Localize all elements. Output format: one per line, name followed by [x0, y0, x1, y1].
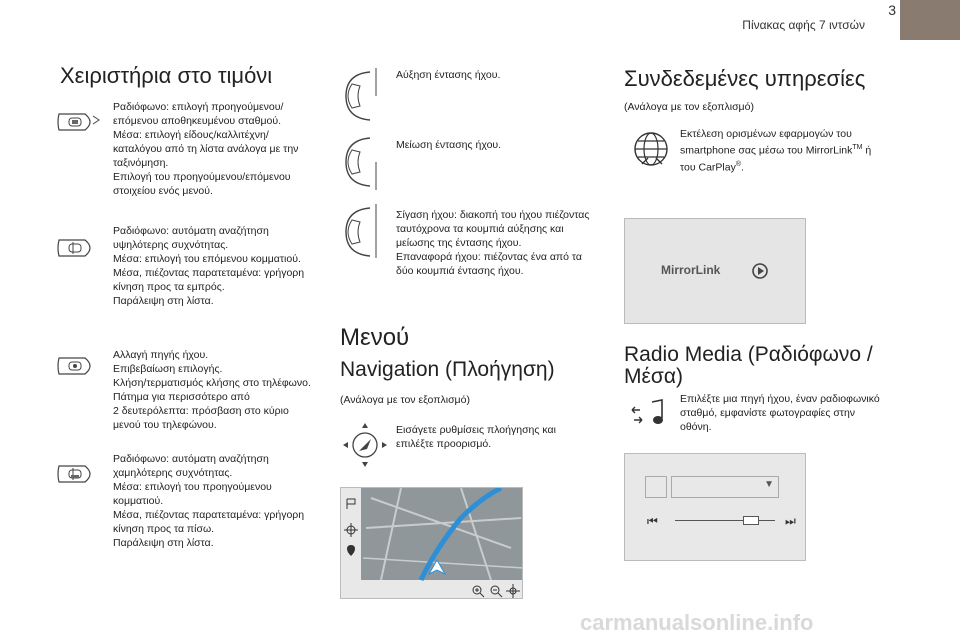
location-pin-icon[interactable]	[344, 543, 358, 557]
steering-wheel-control-icon	[55, 354, 105, 378]
connected-text-part-1: Εκτέλεση ορισμένων εφαρμογών του smartphone σας μέσω του MirrorLink	[680, 128, 853, 157]
connected-text-part-3: .	[741, 161, 744, 173]
registered-mark: ®	[735, 160, 742, 168]
navigation-screen	[340, 487, 523, 599]
watermark: carmanualsonline.info	[580, 610, 814, 635]
menu-title: Μενού	[340, 324, 410, 351]
map-move-icon[interactable]	[506, 584, 520, 598]
volume-entry-text: Σίγαση ήχου: διακοπή του ήχου πιέζοντας ταυτόχρονα τα κουμπιά αύξησης και μείωσης της έντασης ήχου. Επαναφορά ήχου: πιέζοντας ένα από τα δύο κουμπιά έντασης ήχου.	[396, 209, 590, 277]
steering-entry-text: Ραδιόφωνο: επιλογή προηγούμενου/ επόμενου αποθηκευμένου σταθμού. Μέσα: επιλογή είδους/καλλιτέχνη/ καταλόγου από τη λίστα ανάλογα με την ταξινόμηση. Επιλογή του προηγούμενου/επόμενου στοιχείου ενός μενού.	[113, 101, 299, 197]
connected-text-part-2: ή του CarPlay	[680, 144, 872, 173]
radio-source-dropdown[interactable]	[671, 476, 779, 498]
page-number: 3	[888, 2, 896, 18]
steering-wheel-control-icon	[55, 110, 105, 134]
header-title: Πίνακας αφής 7 ιντσών	[742, 18, 865, 32]
page-tab-marker	[900, 0, 960, 40]
connected-services-icon	[630, 128, 672, 170]
volume-control-icon	[340, 132, 384, 190]
radio-media-text: Επιλέξτε μια πηγή ήχου, έναν ραδιοφωνικό σταθμό, εμφανίστε φωτογραφίες στην οθόνη.	[680, 393, 880, 433]
steering-wheel-control-icon	[55, 462, 105, 486]
radio-media-icon	[630, 398, 668, 428]
volume-slider[interactable]	[675, 520, 775, 521]
flag-icon[interactable]	[345, 498, 357, 510]
volume-control-icon	[340, 202, 384, 260]
crosshair-icon[interactable]	[344, 523, 358, 537]
carplay-icon[interactable]	[750, 261, 770, 281]
page-header	[0, 0, 960, 40]
previous-track-icon[interactable]: ⏮	[647, 514, 658, 528]
connected-services-note: (Ανάλογα με τον εξοπλισμό)	[624, 101, 754, 113]
steering-entry-text: Ραδιόφωνο: αυτόματη αναζήτηση υψηλότερης συχνότητας. Μέσα: επιλογή του επόμενου κομματιού. Μέσα, πιέζοντας παρατεταμένα: γρήγορη κίνηση προς τα εμπρός. Παράλειψη στη λίστα.	[113, 225, 305, 307]
volume-entry-text: Μείωση έντασης ήχου.	[396, 139, 502, 151]
radio-media-title: Radio Media (Ραδιόφωνο / Μέσα)	[624, 343, 873, 388]
radio-source-box[interactable]	[645, 476, 667, 498]
mirrorlink-logo[interactable]: MirrorLink	[661, 263, 721, 277]
steering-controls-title: Χειριστήρια στο τιμόνι	[60, 63, 273, 88]
chevron-down-icon: ▼	[764, 479, 774, 490]
connected-services-title: Συνδεδεμένες υπηρεσίες	[624, 66, 866, 91]
next-track-icon[interactable]: ⏭	[785, 514, 796, 528]
volume-entry-text: Αύξηση έντασης ήχου.	[396, 69, 501, 81]
navigation-title: Navigation (Πλοήγηση)	[340, 358, 555, 381]
navigation-joystick-icon	[340, 420, 390, 470]
navigation-note: (Ανάλογα με τον εξοπλισμό)	[340, 394, 470, 406]
steering-entry-text: Αλλαγή πηγής ήχου. Επιβεβαίωση επιλογής. Κλήση/τερματισμός κλήσης στο τηλέφωνο. Πάτημα για περισσότερο από 2 δευτερόλεπτα: πρόσβαση στο κύριο μενού του τηλεφώνου.	[113, 349, 311, 431]
trademark-mark: TM	[852, 144, 863, 151]
navigation-map	[341, 488, 523, 599]
zoom-in-icon[interactable]	[471, 584, 485, 598]
volume-control-icon	[340, 66, 384, 124]
mirrorlink-screen	[624, 218, 806, 324]
steering-wheel-control-icon	[55, 236, 105, 260]
navigation-text: Εισάγετε ρυθμίσεις πλοήγησης και επιλέξτε προορισμό.	[396, 424, 556, 450]
steering-entry-text: Ραδιόφωνο: αυτόματη αναζήτηση χαμηλότερης συχνότητας. Μέσα: επιλογή του προηγούμενου κομματιού. Μέσα, πιέζοντας παρατεταμένα: γρήγορη κίνηση προς τα πίσω. Παράλειψη στη λίστα.	[113, 453, 305, 549]
zoom-out-icon[interactable]	[489, 584, 503, 598]
connected-services-text	[680, 127, 880, 174]
radio-media-screen	[624, 453, 806, 561]
volume-slider-thumb[interactable]	[743, 516, 759, 525]
